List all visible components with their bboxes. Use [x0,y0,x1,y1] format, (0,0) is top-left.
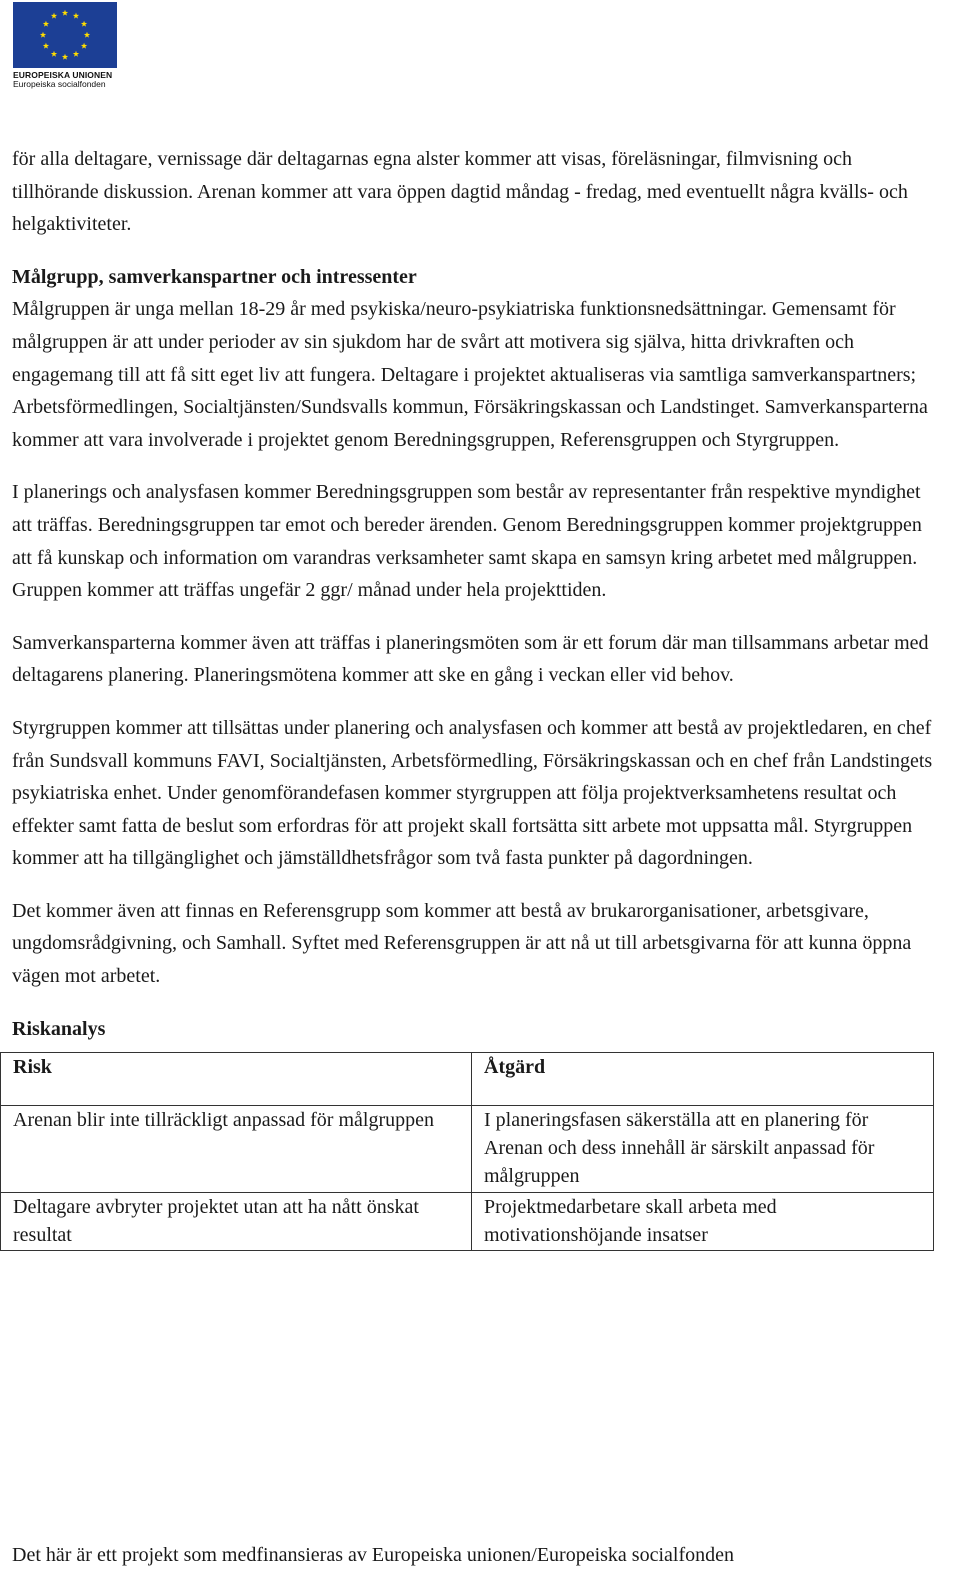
document-body [12,143,942,1251]
paragraph-2: Målgruppen är unga mellan 18-29 år med psykiska/neuro-psykiatriska funktionsnedsättningar. Gemensamt för målgruppen är att under perioder av sin sjukdom har de svårt att motivera sig själva, hitta drivkraften och engagemang till att få sitt eget liv att fungera. Deltagare i projektet aktualiseras via samtliga samverkanspartners; Arbetsförmedlingen, Socialtjänsten/Sundsvalls kommun, Försäkringskassan och Landstinget. Samverkansparterna kommer att vara involverade i projektet genom Beredningsgruppen, Referensgruppen och Styrgruppen. [12,298,928,451]
logo-line-2: Europeiska socialfonden [13,79,106,89]
eu-logo [13,2,123,89]
atgard-cell: Projektmedarbetare skall arbeta med motivationshöjande insatser [472,1193,934,1251]
table-row [1,1106,934,1193]
logo-line-1: EUROPEISKA UNIONEN [13,70,113,80]
paragraph-1: för alla deltagare, vernissage där deltagarnas egna alster kommer att visas, föreläsningar, filmvisning och tillhörande diskussion. Arenan kommer att vara öppen dagtid måndag - fredag, med eventuellt några kvälls- och helgaktiviteter. [12,148,908,236]
atgard-cell: I planeringsfasen säkerställa att en planering för Arenan och dess innehåll är särskilt anpassad för målgruppen [472,1106,934,1193]
risk-table [0,1052,934,1251]
page-footer: Det här är ett projekt som medfinansieras av Europeiska unionen/Europeiska socialfonden [12,1544,734,1566]
heading-malgrupp: Målgrupp, samverkanspartner och intressenter [12,265,417,288]
paragraph-5: Styrgruppen kommer att tillsättas under planering och analysfasen och kommer att bestå av projektledaren, en chef från Sundsvall kommuns FAVI, Socialtjänsten, Arbetsförmedling, Försäkringskassan och en chef från Landstingets psykiatriska enhet. Under genomförandefasen kommer styrgruppen att följa projektverksamhetens resultat och effekter samt fatta de beslut som erfordras för att projekt skall fortsätta sitt arbete mot uppsatta mål. Styrgruppen kommer att ha tillgänglighet och jämställdhetsfrågor som två fasta punkter på dagordningen. [12,716,933,870]
eu-flag-icon [13,2,117,68]
risk-table-header-risk: Risk [1,1053,472,1106]
risk-table-header-row [1,1053,934,1106]
risk-table-header-atgard: Åtgärd [472,1053,934,1106]
paragraph-4: Samverkansparterna kommer även att träffas i planeringsmöten som är ett forum där man tillsammans arbetar med deltagarens planering. Planeringsmötena kommer att ske en gång i veckan eller vid behov. [12,631,929,687]
heading-riskanalys: Riskanalys [12,1017,106,1040]
paragraph-6: Det kommer även att finnas en Referensgrupp som kommer att bestå av brukarorganisationer, arbetsgivare, ungdomsrådgivning, och Samhall. Syftet med Referensgruppen är att nå ut till arbetsgivarna för att kunna öppna vägen mot arbetet. [12,899,912,988]
table-row [1,1193,934,1251]
logo-caption [13,71,123,89]
risk-cell: Arenan blir inte tillräckligt anpassad för målgruppen [1,1106,472,1193]
risk-cell: Deltagare avbryter projektet utan att ha nått önskat resultat [1,1193,472,1251]
paragraph-3: I planerings och analysfasen kommer Beredningsgruppen som består av representanter från respektive myndighet att träffas. Beredningsgruppen tar emot och bereder ärenden. Genom Beredningsgruppen kommer projektgruppen att få kunskap och information om varandras verksamheter samt skapa en samsyn kring arbetet med målgruppen. Gruppen kommer att träffas ungefär 2 ggr/ månad under hela projekttiden. [12,481,922,602]
